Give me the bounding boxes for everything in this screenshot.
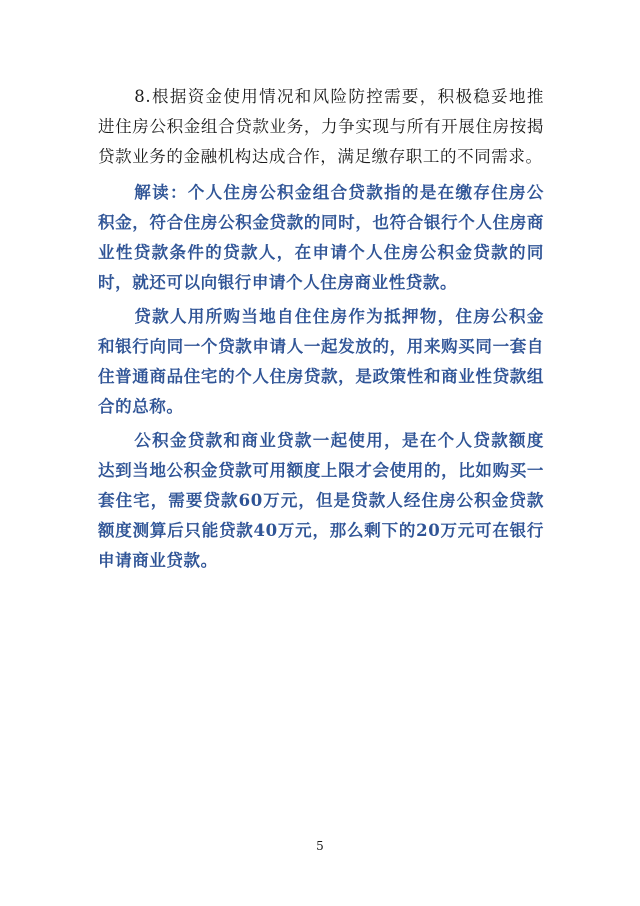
- policy-paragraph-8: 8.根据资金使用情况和风险防控需要，积极稳妥地推进住房公积金组合贷款业务，力争实现与所有开展住房按揭贷款业务的金融机构达成合作，满足缴存职工的不同需求。: [98, 87, 544, 166]
- interpretation-paragraph: 解读：个人住房公积金组合贷款指的是在缴存住房公积金，符合住房公积金贷款的同时，也符合银行个人住房商业性贷款条件的贷款人，在申请个人住房公积金贷款的同时，就还可以向银行申请个人住房商业性贷款。: [98, 183, 544, 292]
- example-paragraph: 公积金贷款和商业贷款一起使用，是在个人贷款额度达到当地公积金贷款可用额度上限才会使用的，比如购买一套住宅，需要贷款60万元，但是贷款人经住房公积金贷款额度测算后只能贷款40万元，那么剩下的20万元可在银行申请商业贷款。: [98, 431, 544, 570]
- definition-paragraph: 贷款人用所购当地自住住房作为抵押物，住房公积金和银行向同一个贷款申请人一起发放的，用来购买同一套自住普通商品住宅的个人住房贷款，是政策性和商业性贷款组合的总称。: [98, 307, 544, 416]
- page-number: 5: [316, 839, 324, 853]
